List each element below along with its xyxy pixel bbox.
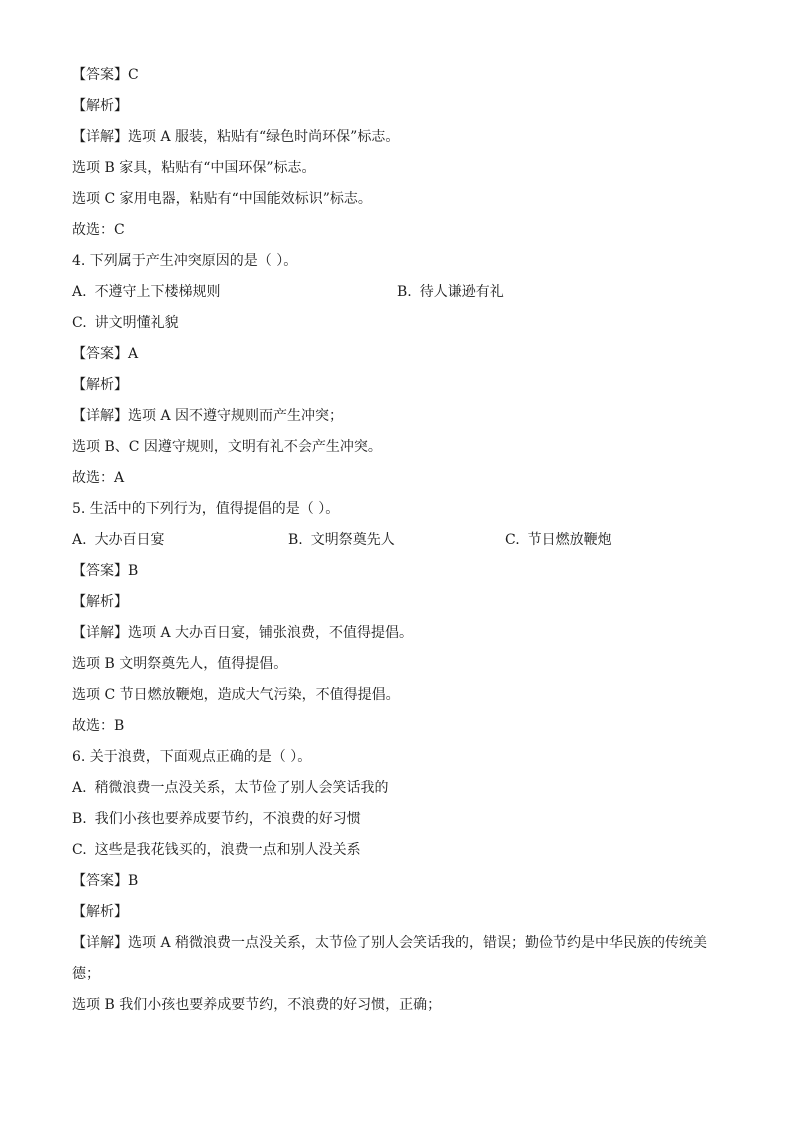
- detail-line: [72, 122, 722, 153]
- option-key: B.: [288, 532, 303, 548]
- question-stem: [72, 742, 722, 773]
- answer-line: [72, 556, 722, 587]
- option-text: 这些是我花钱买的，浪费一点和别人没关系: [94, 842, 361, 858]
- answer-label: 【答案】: [72, 873, 128, 889]
- option-c: [72, 308, 179, 339]
- option-text: 不遵守上下楼梯规则: [94, 284, 221, 300]
- analysis-heading: [72, 587, 722, 618]
- answer-value: C: [128, 67, 139, 83]
- document-page: [72, 60, 722, 1021]
- detail-line: [72, 990, 722, 1021]
- detail-text: 选项 A 因不遵守规则而产生冲突；: [128, 408, 344, 424]
- option-row: [72, 277, 722, 308]
- option-c: [505, 525, 612, 556]
- detail-text: 选项 B 我们小孩也要养成要节约，不浪费的好习惯，正确；: [72, 997, 442, 1013]
- option-text: 稍微浪费一点没关系，太节俭了别人会笑话我的: [94, 780, 389, 796]
- option-b: [397, 277, 504, 308]
- detail-line: [72, 184, 722, 215]
- detail-text: 选项 A 稍微浪费一点没关系，太节俭了别人会笑话我的，错误；勤俭节约是中华民族的传统美德；: [72, 935, 708, 982]
- detail-text: 选项 A 大办百日宴，铺张浪费，不值得提倡。: [128, 625, 414, 641]
- detail-label: 【详解】: [72, 935, 128, 951]
- question-stem: [72, 494, 722, 525]
- question-stem: [72, 246, 722, 277]
- analysis-heading: [72, 91, 722, 122]
- option-key: A.: [72, 532, 87, 548]
- detail-text: 选项 B 文明祭奠先人，值得提倡。: [72, 656, 288, 672]
- option-text: 节日燃放鞭炮: [527, 532, 612, 548]
- choose-text: 故选：B: [72, 718, 125, 734]
- option-key: B.: [397, 284, 412, 300]
- detail-line: [72, 649, 722, 680]
- option-text: 文明祭奠先人: [310, 532, 395, 548]
- choose-line: [72, 215, 722, 246]
- detail-text: 选项 C 家用电器，粘贴有“中国能效标识”标志。: [72, 191, 372, 207]
- option-key: C.: [72, 315, 87, 331]
- option-row: [72, 773, 722, 804]
- answer-label: 【答案】: [72, 563, 128, 579]
- answer-line: [72, 339, 722, 370]
- detail-text: 选项 B 家具，粘贴有“中国环保”标志。: [72, 160, 316, 176]
- answer-value: B: [128, 563, 139, 579]
- answer-line: [72, 60, 722, 91]
- detail-label: 【详解】: [72, 408, 128, 424]
- answer-label: 【答案】: [72, 67, 128, 83]
- option-a: [72, 525, 165, 556]
- analysis-label: 【解析】: [72, 98, 128, 114]
- detail-line: [72, 432, 722, 463]
- analysis-label: 【解析】: [72, 904, 128, 920]
- analysis-heading: [72, 897, 722, 928]
- option-key: A.: [72, 780, 87, 796]
- option-b: [288, 525, 395, 556]
- option-key: C.: [72, 842, 87, 858]
- detail-text: 选项 C 节日燃放鞭炮，造成大气污染，不值得提倡。: [72, 687, 400, 703]
- option-row: [72, 525, 722, 556]
- option-text: 大办百日宴: [94, 532, 165, 548]
- detail-label: 【详解】: [72, 129, 128, 145]
- question-stem-text: 4. 下列属于产生冲突原因的是（ ）。: [72, 253, 298, 269]
- choose-text: 故选：C: [72, 222, 125, 238]
- answer-line: [72, 866, 722, 897]
- option-text: 讲文明懂礼貌: [94, 315, 179, 331]
- option-row: [72, 835, 722, 866]
- option-text: 我们小孩也要养成要节约，不浪费的好习惯: [94, 811, 361, 827]
- detail-line: [72, 680, 722, 711]
- choose-line: [72, 711, 722, 742]
- detail-line: [72, 153, 722, 184]
- answer-value: B: [128, 873, 139, 889]
- detail-line: [72, 618, 722, 649]
- choose-line: [72, 463, 722, 494]
- analysis-label: 【解析】: [72, 594, 128, 610]
- question-stem-text: 5. 生活中的下列行为，值得提倡的是（ ）。: [72, 501, 340, 517]
- option-text: 待人谦逊有礼: [419, 284, 504, 300]
- answer-label: 【答案】: [72, 346, 128, 362]
- option-key: B.: [72, 811, 87, 827]
- option-key: C.: [505, 532, 520, 548]
- question-stem-text: 6. 关于浪费，下面观点正确的是（ ）。: [72, 749, 312, 765]
- analysis-heading: [72, 370, 722, 401]
- detail-label: 【详解】: [72, 625, 128, 641]
- option-row: [72, 308, 722, 339]
- analysis-label: 【解析】: [72, 377, 128, 393]
- option-key: A.: [72, 284, 87, 300]
- detail-text: 选项 A 服装，粘贴有“绿色时尚环保”标志。: [128, 129, 400, 145]
- answer-value: A: [128, 346, 139, 362]
- detail-line: [72, 928, 722, 990]
- detail-text: 选项 B、C 因遵守规则，文明有礼不会产生冲突。: [72, 439, 382, 455]
- option-row: [72, 804, 722, 835]
- choose-text: 故选：A: [72, 470, 125, 486]
- option-a: [72, 277, 221, 308]
- detail-line: [72, 401, 722, 432]
